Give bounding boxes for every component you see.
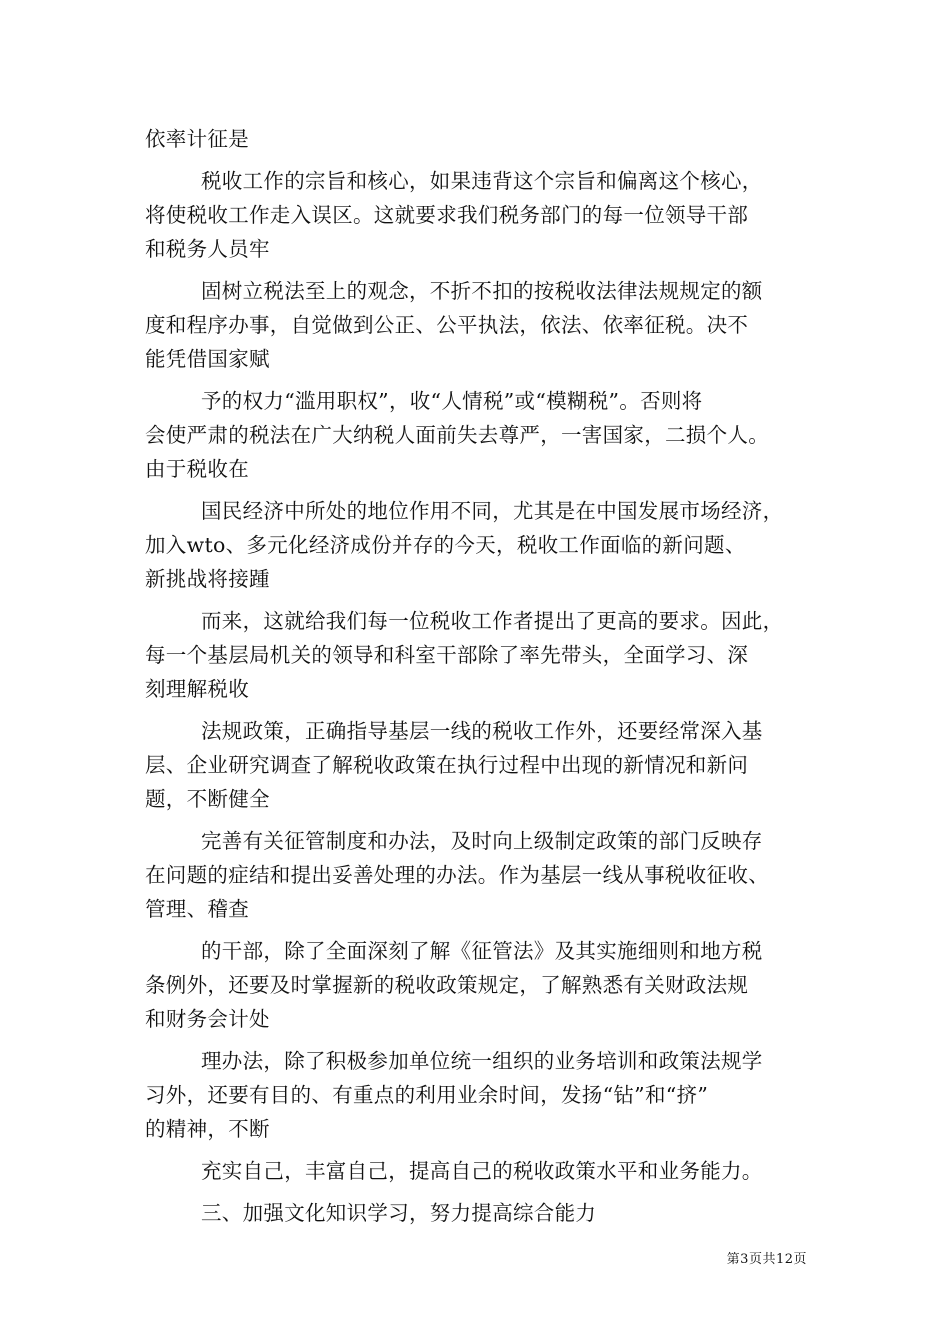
text-line: 习外，还要有目的、有重点的利用业余时间，发扬“钻”和“挤” [145, 1083, 709, 1107]
text-line: 国民经济中所处的地位作用不同，尤其是在中国发展市场经济， [201, 499, 784, 523]
text-line: 能凭借国家赋 [145, 347, 270, 371]
text-line: 法规政策，正确指导基层一线的税收工作外，还要经常深入基 [201, 719, 763, 743]
text-line: 税收工作的宗旨和核心，如果违背这个宗旨和偏离这个核心， [201, 169, 763, 193]
text-line: 的干部，除了全面深刻了解《征管法》及其实施细则和地方税 [201, 939, 763, 963]
text-line: 完善有关征管制度和办法，及时向上级制定政策的部门反映存 [201, 829, 763, 853]
body-text [145, 122, 813, 1230]
text-line: 将使税收工作走入误区。这就要求我们税务部门的每一位领导干部 [145, 203, 749, 227]
text-line: 管理、稽查 [145, 897, 249, 921]
paragraph [145, 1044, 813, 1146]
text-line: 而来，这就给我们每一位税收工作者提出了更高的要求。因此， [201, 609, 784, 633]
paragraph [145, 604, 813, 706]
paragraph [145, 1154, 813, 1188]
text-line: 题，不断健全 [145, 787, 270, 811]
text-line: 加入wto、多元化经济成份并存的今天，税收工作面临的新问题、 [145, 533, 746, 557]
text-line: 和财务会计处 [145, 1007, 270, 1031]
text-line: 新挑战将接踵 [145, 567, 270, 591]
section-heading [145, 1196, 813, 1230]
text-line: 三、加强文化知识学习，努力提高综合能力 [201, 1201, 597, 1225]
page-number: 第3页共12页 [726, 1252, 807, 1267]
text-line: 予的权力“滥用职权”，收“人情税”或“模糊税”。否则将 [201, 389, 703, 413]
text-line: 会使严肃的税法在广大纳税人面前失去尊严，一害国家，二损个人。 [145, 423, 769, 447]
text-line: 在问题的症结和提出妥善处理的办法。作为基层一线从事税收征收、 [145, 863, 769, 887]
text-line: 和税务人员牢 [145, 237, 270, 261]
text-line: 刻理解税收 [145, 677, 249, 701]
paragraph [145, 934, 813, 1036]
text-line: 理办法，除了积极参加单位统一组织的业务培训和政策法规学 [201, 1049, 763, 1073]
text-line: 固树立税法至上的观念，不折不扣的按税收法律法规规定的额 [201, 279, 763, 303]
text-line: 由于税收在 [145, 457, 249, 481]
paragraph [145, 494, 813, 596]
paragraph [145, 164, 813, 266]
text-line: 每一个基层局机关的领导和科室干部除了率先带头，全面学习、深 [145, 643, 749, 667]
paragraph [145, 122, 813, 156]
text-line: 的精神，不断 [145, 1117, 270, 1141]
text-line: 度和程序办事，自觉做到公正、公平执法，依法、依率征税。决不 [145, 313, 749, 337]
paragraph [145, 714, 813, 816]
text-line: 层、企业研究调查了解税收政策在执行过程中出现的新情况和新问 [145, 753, 749, 777]
paragraph [145, 384, 813, 486]
text-line: 依率计征是 [145, 127, 249, 151]
text-line: 条例外，还要及时掌握新的税收政策规定，了解熟悉有关财政法规 [145, 973, 749, 997]
paragraph [145, 274, 813, 376]
text-line: 充实自己，丰富自己，提高自己的税收政策水平和业务能力。 [201, 1159, 763, 1183]
paragraph [145, 824, 813, 926]
